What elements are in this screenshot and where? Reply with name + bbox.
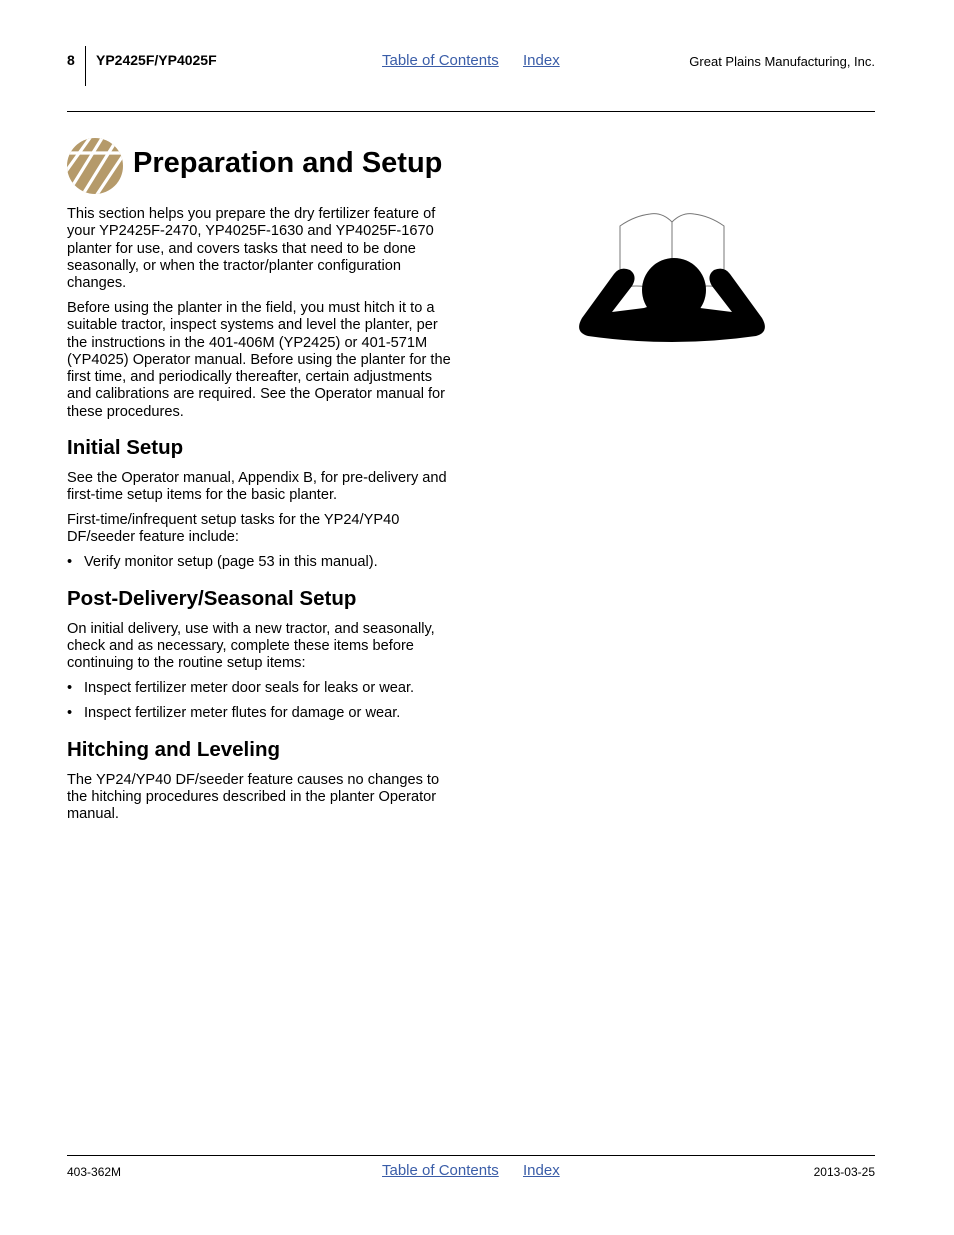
document-number: 403-362M <box>67 1165 122 1179</box>
list-item: • Inspect fertilizer meter door seals for leaks or wear. <box>67 680 459 697</box>
initial-setup-list <box>67 554 459 571</box>
footer-toc-link[interactable]: Table of Contents <box>382 1162 499 1179</box>
footer-index-link[interactable]: Index <box>523 1162 560 1179</box>
initial-setup-paragraph: First-time/infrequent setup tasks for the YP24/YP40 DF/seeder feature include: <box>67 512 400 546</box>
seasonal-setup-heading: Post-Delivery/Seasonal Setup <box>67 586 357 610</box>
index-link[interactable]: Index <box>523 52 560 69</box>
header-divider <box>85 46 86 86</box>
model-title: YP2425F/YP4025F <box>96 52 217 68</box>
great-plains-sun-logo-icon <box>66 137 124 195</box>
seasonal-setup-list <box>67 680 459 723</box>
intro-paragraph: Before using the planter in the field, you must hitch it to a suitable tractor, inspect systems and level the planter, per the instructions in the 401-406M (YP2425) or 401-571M (YP4025) Operator manual. Before using the planter for the first time, and periodically thereafter, certain adjustments and calibrations are required. See the Operator manual for these procedures. <box>67 299 451 420</box>
initial-setup-heading: Initial Setup <box>67 436 184 460</box>
intro-paragraph: This section helps you prepare the dry fertilizer feature of your YP2425F-2470, YP4025F-1630 and YP4025F-1670 planter for use, and covers tasks that need to be done seasonally, or when the tractor/planter configuration changes. <box>67 206 436 292</box>
revision-date: 2013-03-25 <box>813 1165 875 1179</box>
page-number: 8 <box>67 52 75 68</box>
main-content <box>67 206 459 831</box>
page-title: Preparation and Setup <box>133 147 443 179</box>
initial-setup-paragraph: See the Operator manual, Appendix B, for pre-delivery and first-time setup items for the basic planter. <box>67 470 447 504</box>
company-name: Great Plains Manufacturing, Inc. <box>689 54 875 69</box>
footer-rule <box>67 1155 875 1156</box>
toc-link[interactable]: Table of Contents <box>382 52 499 69</box>
seasonal-setup-paragraph: On initial delivery, use with a new tractor, and seasonally, check and as necessary, complete these items before continuing to the routine setup items: <box>67 620 435 672</box>
person-reading-manual-icon <box>574 208 770 348</box>
list-item: • Verify monitor setup (page 53 in this manual). <box>67 554 459 571</box>
list-item: • Inspect fertilizer meter flutes for damage or wear. <box>67 705 459 722</box>
hitching-heading: Hitching and Leveling <box>67 737 280 761</box>
header-rule <box>67 111 875 112</box>
hitching-paragraph: The YP24/YP40 DF/seeder feature causes no changes to the hitching procedures described in the planter Operator manual. <box>67 771 440 823</box>
